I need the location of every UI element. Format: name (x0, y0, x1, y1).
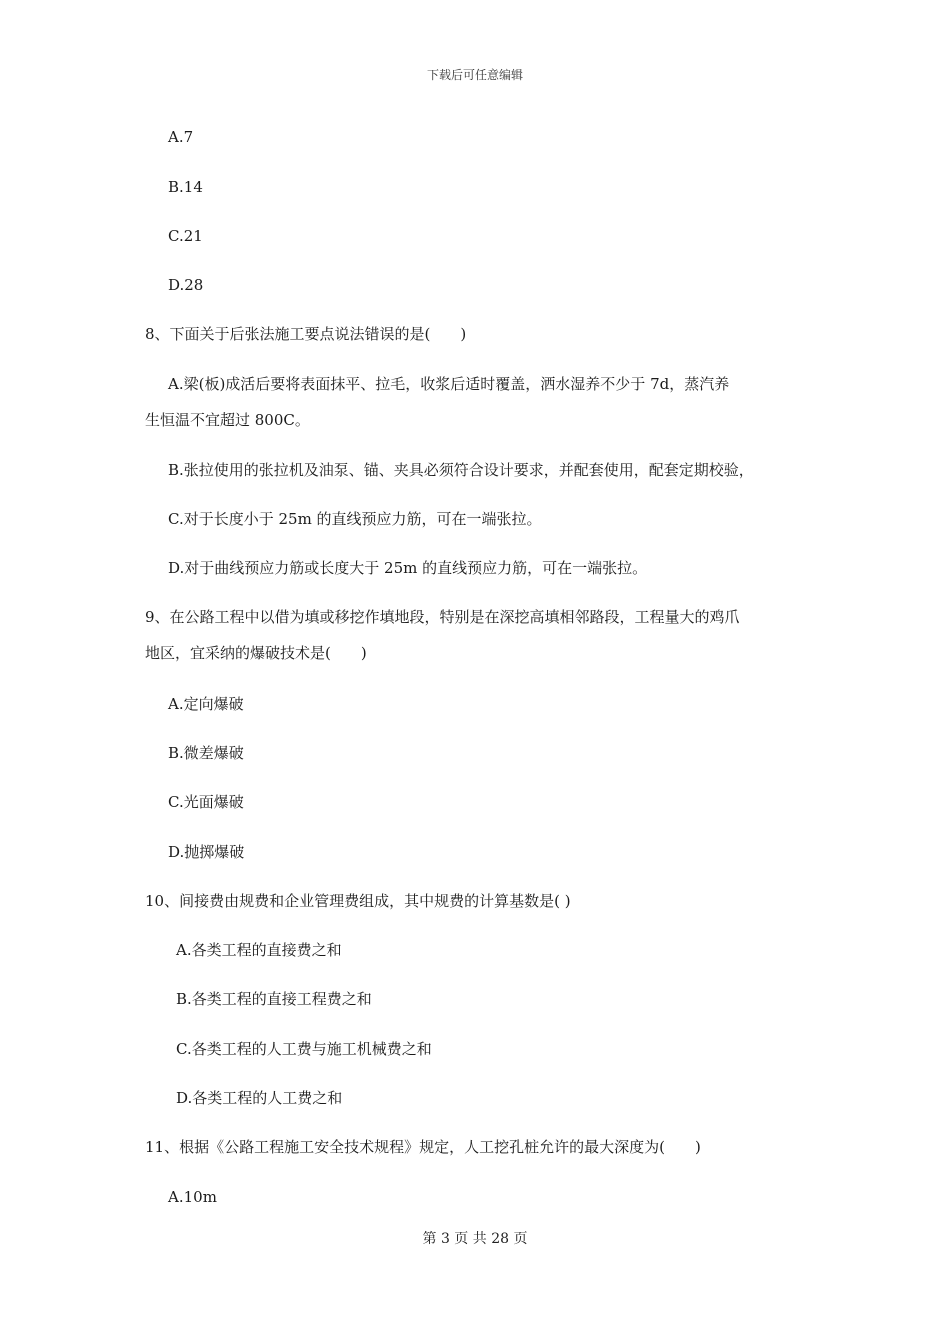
q9-option-b: B.微差爆破 (168, 744, 244, 762)
q10-option-b: B.各类工程的直接工程费之和 (176, 990, 372, 1008)
q9-stem-line2: 地区，宜采纳的爆破技术是( ) (145, 644, 367, 662)
q8-option-c: C.对于长度小于 25m 的直线预应力筋，可在一端张拉。 (168, 510, 542, 528)
q10-stem: 10、间接费由规费和企业管理费组成，其中规费的计算基数是( ) (145, 892, 571, 910)
q8-option-a-line1: A.梁(板)成活后要将表面抹平、拉毛，收浆后适时覆盖，洒水湿养不少于 7d，蒸汽养 (168, 375, 730, 393)
q10-option-d: D.各类工程的人工费之和 (176, 1089, 343, 1107)
q9-stem-line1: 9、在公路工程中以借为填或移挖作填地段，特别是在深挖高填相邻路段，工程量大的鸡爪 (145, 608, 740, 626)
q11-option-a: A.10m (168, 1188, 217, 1206)
q7-option-a: A.7 (168, 128, 194, 146)
q11-stem: 11、根据《公路工程施工安全技术规程》规定，人工挖孔桩允许的最大深度为( ) (145, 1138, 701, 1156)
q10-option-a: A.各类工程的直接费之和 (176, 941, 342, 959)
q10-option-c: C.各类工程的人工费与施工机械费之和 (176, 1040, 432, 1058)
q9-option-a: A.定向爆破 (168, 695, 244, 713)
q8-option-d: D.对于曲线预应力筋或长度大于 25m 的直线预应力筋，可在一端张拉。 (168, 559, 648, 577)
q9-option-c: C.光面爆破 (168, 793, 244, 811)
q9-option-d: D.抛掷爆破 (168, 843, 245, 861)
q8-option-b: B.张拉使用的张拉机及油泵、锚、夹具必须符合设计要求，并配套使用，配套定期校验， (168, 461, 754, 479)
q7-option-b: B.14 (168, 178, 203, 196)
q7-option-c: C.21 (168, 227, 203, 245)
q8-stem: 8、下面关于后张法施工要点说法错误的是( ) (145, 325, 467, 343)
q7-option-d: D.28 (168, 276, 204, 294)
q8-option-a-line2: 生恒温不宜超过 800C。 (145, 411, 310, 429)
page-footer: 第 3 页 共 28 页 (422, 1231, 528, 1247)
page-header: 下载后可任意编辑 (426, 68, 523, 82)
